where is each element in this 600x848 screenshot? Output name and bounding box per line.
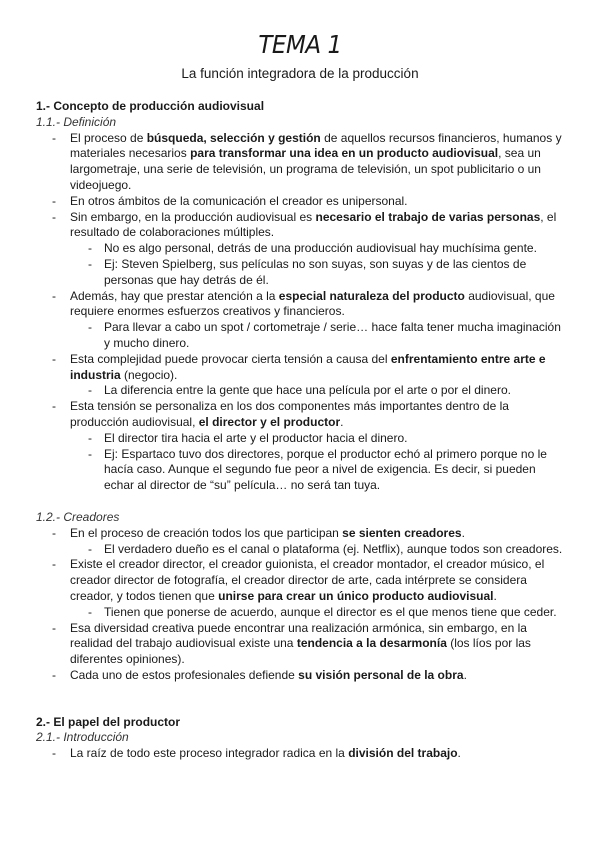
sub-bullet-list — [70, 241, 566, 288]
subsection-heading: 2.1.- Introducción — [36, 730, 129, 745]
subsection-heading: 1.2.- Creadores — [36, 509, 120, 524]
list-item: - Además, hay que prestar atención a la especial naturaleza del producto audiovisual, que requiere enormes esfuerzos creativos y financieros. - Para llevar a cabo un spot / cortometraje / serie… hace falta tener mucha imaginación y mucho dinero. — [36, 289, 566, 352]
list-item: - La raíz de todo este proceso integrador radica en la división del trabajo. — [36, 746, 566, 762]
list-item: - Sin embargo, en la producción audiovisual es necesario el trabajo de varias personas, el resultado de colaboraciones múltiples. - No es algo personal, detrás de una producción audiovisual hay muchísima gente. - Ej: Steven Spielberg, sus películas no son suyas, son suyas y de las cientos de personas que hay detrás de él. — [36, 210, 566, 289]
list-item: - Cada uno de estos profesionales defiende su visión personal de la obra. — [36, 668, 566, 684]
list-item: - El proceso de búsqueda, selección y gestión de aquellos recursos financieros, humanos y materiales necesarios para transformar una idea en un producto audiovisual, sea un largometraje, una serie de televisión, un programa de televisión, un spot publicitario o un videojuego. — [36, 131, 566, 194]
sub-bullet-list — [70, 605, 566, 621]
bullet-list — [36, 131, 566, 494]
sub-bullet-list — [70, 431, 566, 494]
sub-list-item: - La diferencia entre la gente que hace una película por el arte o por el dinero. — [70, 383, 566, 399]
list-item: - En otros ámbitos de la comunicación el creador es unipersonal. — [36, 194, 566, 210]
sub-bullet-list — [70, 383, 566, 399]
list-item: - Esa diversidad creativa puede encontrar una realización armónica, sin embargo, en la realidad del trabajo audiovisual existe una tendencia a la desarmonía (los líos por las diferentes opiniones). — [36, 621, 566, 668]
sub-list-item: - El director tira hacia el arte y el productor hacia el dinero. — [70, 431, 566, 447]
list-item: - Esta complejidad puede provocar cierta tensión a causa del enfrentamiento entre arte e industria (negocio). - La diferencia entre la gente que hace una película por el arte o por el dinero. — [36, 352, 566, 399]
sub-list-item: - Tienen que ponerse de acuerdo, aunque el director es el que menos tiene que ceder. — [70, 605, 566, 621]
subsection-heading: 1.1.- Definición — [36, 114, 117, 129]
section-heading: 2.- El papel del productor — [36, 714, 181, 729]
document-title: TEMA 1 — [258, 30, 342, 59]
sub-list-item: - Ej: Espartaco tuvo dos directores, porque el productor echó al primero porque no le hacía caso. Aunque el segundo fue peor a nivel de exigencia. Es decir, si pueden echar al director de “su” película… no será tan tuya. — [70, 447, 566, 494]
list-item: - Existe el creador director, el creador guionista, el creador montador, el creador músico, el creador director de fotografía, el creador director de arte, cada intérprete se considera creador, y todos tienen que unirse para crear un único producto audiovisual. - Tienen que ponerse de acuerdo, aunque el director es el que menos tiene que ceder. — [36, 557, 566, 620]
list-item: - Esta tensión se personaliza en los dos componentes más importantes dentro de la producción audiovisual, el director y el productor. - El director tira hacia el arte y el productor hacia el dinero. - Ej: Espartaco tuvo dos directores, porque el productor echó al primero porque no le hacía caso. Aunque el segundo fue peor a nivel de exigencia. Es decir, si pueden echar al director de “su” película… no será tan tuya. — [36, 399, 566, 494]
sub-list-item: - No es algo personal, detrás de una producción audiovisual hay muchísima gente. — [70, 241, 566, 257]
sub-bullet-list — [70, 542, 566, 558]
spacer — [36, 494, 566, 510]
sub-list-item: - El verdadero dueño es el canal o plataforma (ej. Netflix), aunque todos son creadores. — [70, 542, 566, 558]
bullet-list — [36, 526, 566, 684]
sub-list-item: - Ej: Steven Spielberg, sus películas no son suyas, son suyas y de las cientos de personas que hay detrás de él. — [70, 257, 566, 289]
bullet-list — [36, 746, 566, 762]
sub-bullet-list — [70, 320, 566, 352]
spacer — [36, 684, 566, 715]
section-heading: 1.- Concepto de producción audiovisual — [36, 99, 265, 113]
list-item: - En el proceso de creación todos los que participan se sienten creadores. - El verdadero dueño es el canal o plataforma (ej. Netflix), aunque todos son creadores. — [36, 526, 566, 558]
sub-list-item: - Para llevar a cabo un spot / cortometraje / serie… hace falta tener mucha imaginación y mucho dinero. — [70, 320, 566, 352]
document-body — [36, 99, 566, 762]
document-subtitle: La función integradora de la producción — [181, 66, 419, 81]
